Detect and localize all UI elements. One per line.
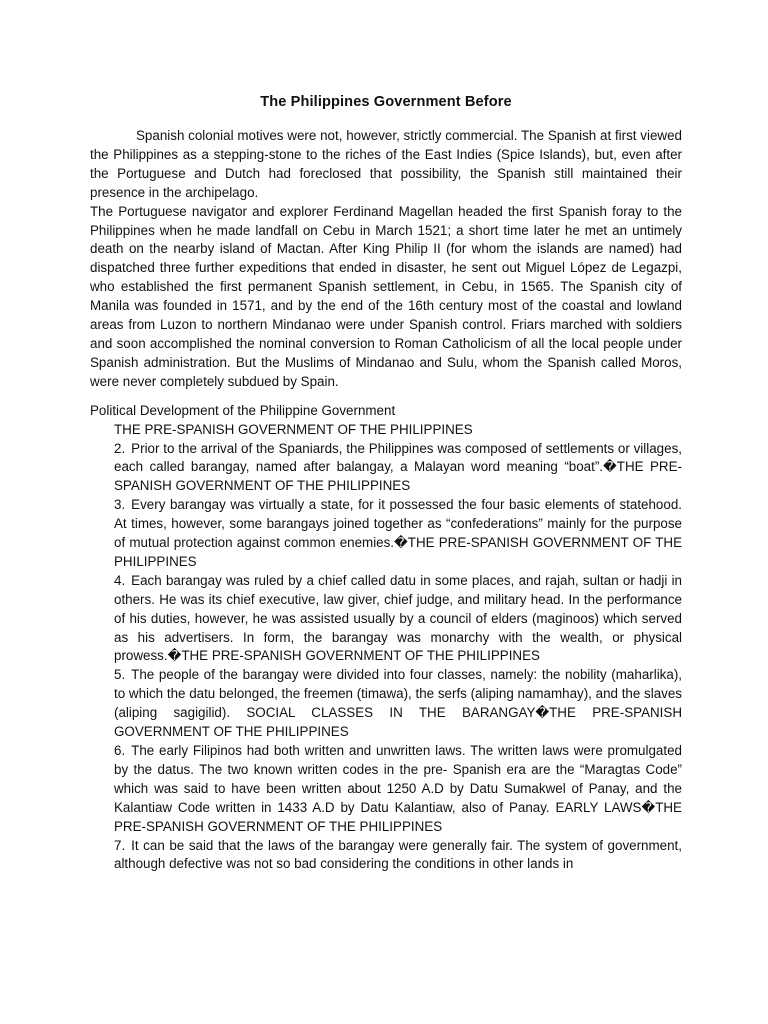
section-heading: Political Development of the Philippine Government — [90, 402, 396, 418]
document-title: The Philippines Government Before — [260, 94, 512, 110]
list-item-text: Prior to the arrival of the Spaniards, the Philippines was composed of settlements or villages, each called barangay, named after balangay, a Malayan word meaning “boat”.�THE PRE-SPANISH GOVERNMENT OF THE PHILIPPINES — [114, 440, 682, 494]
list-item-number: 7. — [114, 837, 126, 853]
list-item — [114, 666, 682, 742]
list-item-number: 4. — [114, 572, 126, 588]
list-item — [114, 572, 682, 667]
sub-heading: THE PRE-SPANISH GOVERNMENT OF THE PHILIPPINES — [114, 421, 473, 437]
intro-paragraph-2: The Portuguese navigator and explorer Ferdinand Magellan headed the first Spanish foray to the Philippines when he made landfall on Cebu in March 1521; a short time later he met an untimely death on the nearby island of Mactan. After King Philip II (for whom the islands are named) had dispatched three further expeditions that ended in disaster, he sent out Miguel López de Legazpi, who established the first permanent Spanish settlement, in Cebu, in 1565. The Spanish city of Manila was founded in 1571, and by the end of the 16th century most of the coastal and lowland areas from Luzon to northern Mindanao were under Spanish control. Friars marched with soldiers and soon accomplished the nominal conversion to Roman Catholicism of all the local people under Spanish administration. But the Muslims of Mindanao and Sulu, whom the Spanish called Moros, were never completely subdued by Spain. — [90, 203, 682, 389]
list-item-text: The people of the barangay were divided into four classes, namely: the nobility (maharlika), to which the datu belonged, the freemen (timawa), the serfs (aliping namamhay), and the slaves (aliping sagigilid). SOCIAL CLASSES IN THE BARANGAY�THE PRE-SPANISH GOVERNMENT OF THE PHILIPPINES — [114, 667, 682, 740]
list-item-text: Every barangay was virtually a state, for it possessed the four basic elements of statehood. At times, however, some barangays joined together as “confederations” mainly for the purpose of mutual protection against common enemies.�THE PRE-SPANISH GOVERNMENT OF THE PHILIPPINES — [114, 497, 682, 569]
intro-paragraph-1: Spanish colonial motives were not, however, strictly commercial. The Spanish at first viewed the Philippines as a stepping-stone to the riches of the East Indies (Spice Islands), but, even after the Portuguese and Dutch had foreclosed that possibility, the Spanish still maintained their presence in the archipelago. — [90, 128, 682, 200]
list-item — [114, 496, 682, 572]
list-item-text: The early Filipinos had both written and unwritten laws. The written laws were promulgated by the datus. The two known written codes in the pre- Spanish era are the “Maragtas Code” which was said to have been written about 1250 A.D by Datu Sumakwel of Panay, and the Kalantiaw Code written in 1433 A.D by Datu Kalantiaw, also of Panay. EARLY LAWS�THE PRE-SPANISH GOVERNMENT OF THE PHILIPPINES — [114, 743, 682, 834]
list-item-number: 2. — [114, 440, 126, 456]
list-item-text: It can be said that the laws of the barangay were generally fair. The system of government, although defective was not so bad considering the conditions in other lands in — [114, 837, 682, 872]
list-item-number: 6. — [114, 743, 126, 758]
list-item-text: Each barangay was ruled by a chief called datu in some places, and rajah, sultan or hadji in others. He was its chief executive, law giver, chief judge, and military head. In the performance of his duties, however, he was assisted usually by a council of elders (maginoos) which served as his advertisers. In form, the barangay was monarchy with the wealth, or physical prowess.�THE PRE-SPANISH GOVERNMENT OF THE PHILIPPINES — [114, 572, 682, 664]
list-item-number: 5. — [114, 667, 126, 683]
numbered-list — [114, 421, 682, 875]
document-page — [0, 92, 768, 1024]
list-item-number: 3. — [114, 497, 126, 513]
list-item — [114, 440, 682, 497]
list-item — [114, 837, 682, 875]
list-item — [114, 742, 682, 837]
